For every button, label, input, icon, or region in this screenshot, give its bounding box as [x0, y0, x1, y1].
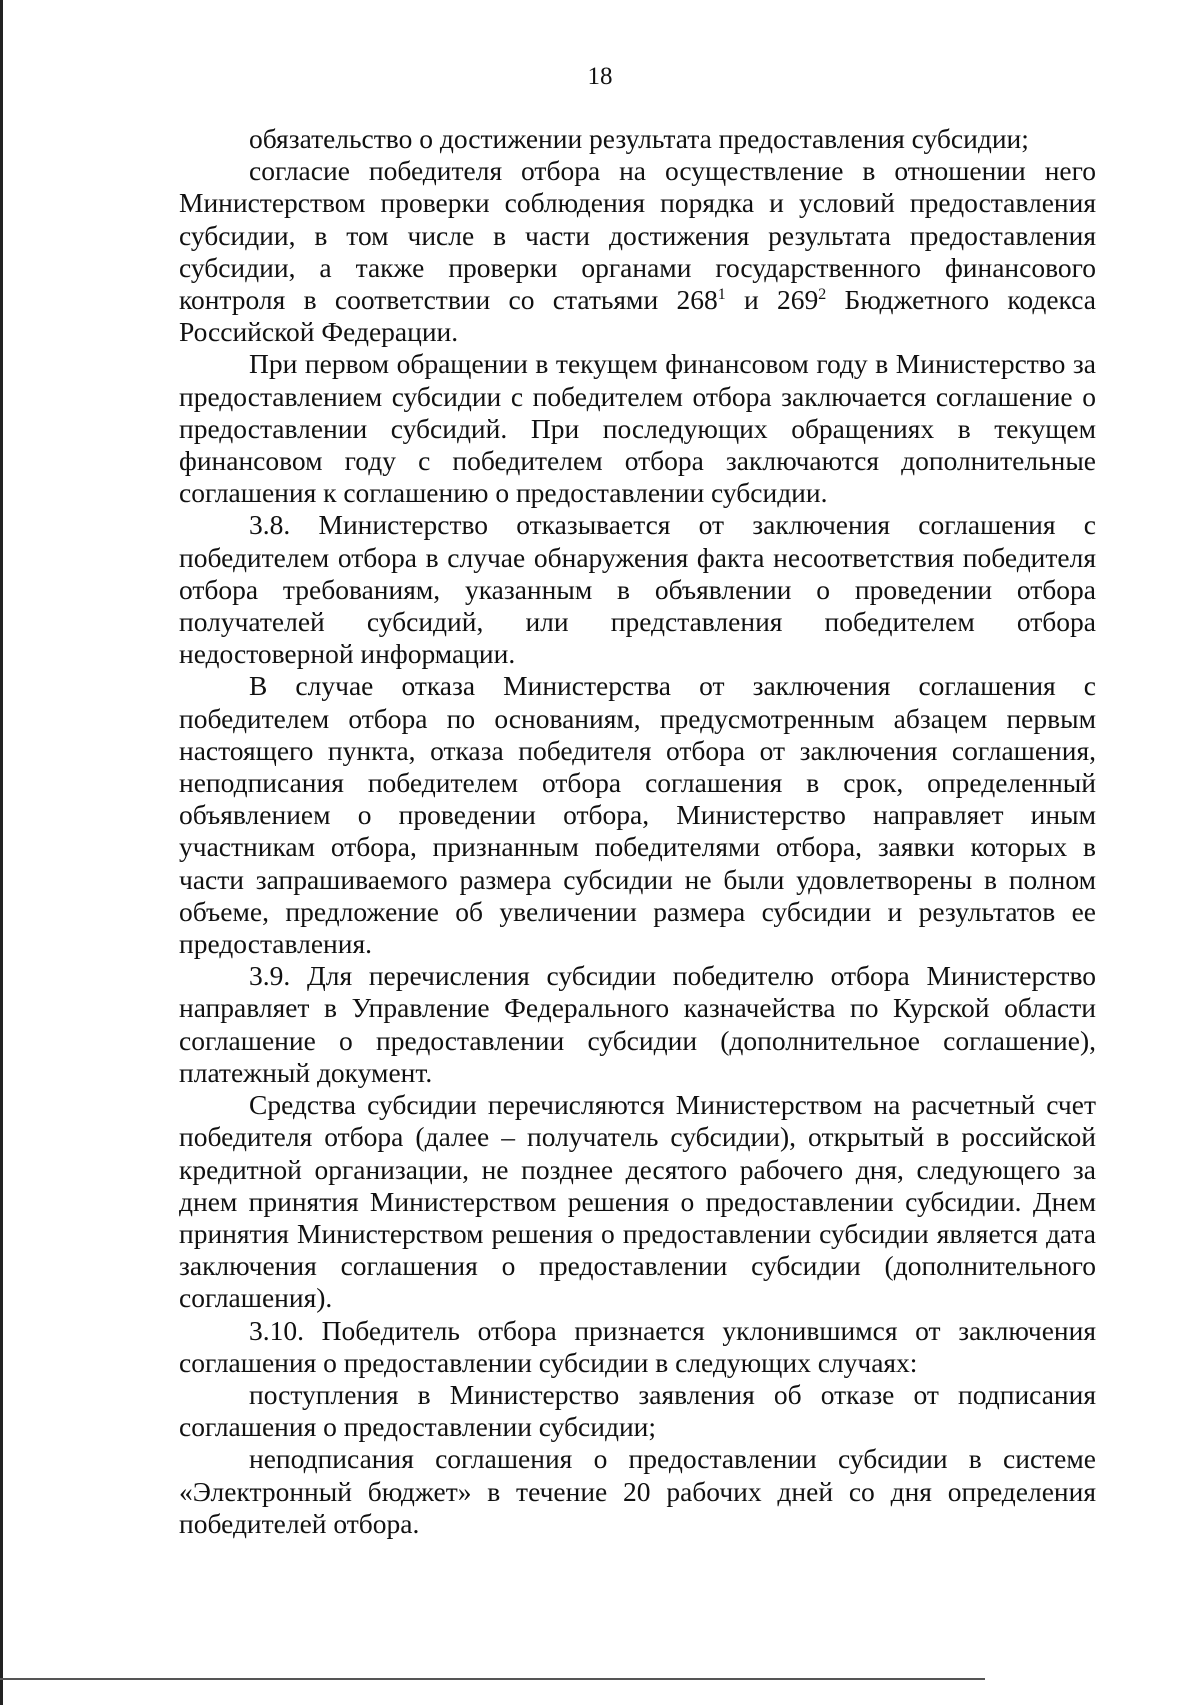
paragraph-first-appeal: При первом обращении в текущем финансовом году в Министерство за предоставлением субсидии с победителем отбора заключается соглашение о предоставлении субсидий. При последующих обращениях в текущем финансовом году с победителем отбора заключаются дополнительные соглашения к соглашению о предоставлении субсидии. [179, 348, 1096, 509]
paragraph-transfer-funds: Средства субсидии перечисляются Министерством на расчетный счет победителя отбора (далее – получатель субсидии), открытый в российской кредитной организации, не позднее десятого рабочего дня, следующего за днем принятия Министерством решения о предоставлении субсидии. Днем принятия Министерством решения о предоставлении субсидии является дата заключения соглашения о предоставлении субсидии (дополнительного соглашения). [179, 1089, 1096, 1314]
paragraph-case-refusal-statement: поступления в Министерство заявления об отказе от подписания соглашения о предоставлении субсидии; [179, 1378, 1096, 1443]
scan-border-bottom [0, 1678, 985, 1680]
consent-text-start: согласие победителя отбора на осуществление в отношении него Министерством проверки соблюдения порядка и условий предоставления субсидии, в том числе в части достижения результата предоставления субсидии, а также проверки органами государственного финансового контроля в соответствии со статьями 268 [179, 155, 1096, 316]
paragraph-obligation: обязательство о достижении результата предоставления субсидии; [249, 123, 1029, 154]
scan-border-left [0, 0, 3, 1705]
paragraph-3-9: 3.9. Для перечисления субсидии победителю отбора Министерство направляет в Управление Федерального казначейства по Курской области соглашение о предоставлении субсидии (дополнительное соглашение), платежный документ. [179, 960, 1096, 1088]
superscript-269: 2 [818, 285, 827, 303]
paragraph-consent [179, 155, 1096, 348]
document-body [179, 123, 1096, 1540]
paragraph-case-not-signed: неподписания соглашения о предоставлении субсидии в системе «Электронный бюджет» в течение 20 рабочих дней со дня определения победителей отбора. [179, 1443, 1096, 1539]
paragraph-refusal-case: В случае отказа Министерства от заключения соглашения с победителем отбора по основаниям, предусмотренным абзацем первым настоящего пункта, отказа победителя отбора от заключения соглашения, неподписания победителем отбора соглашения в срок, определенный объявлением о проведении отбора, Министерство направляет иным участникам отбора, признанным победителями отбора, заявки которых в части запрашиваемого размера субсидии не были удовлетворены в полном объеме, предложение об увеличении размера субсидии и результатов ее предоставления. [179, 670, 1096, 960]
consent-text-end: Бюджетного кодекса Российской Федерации. [179, 284, 1096, 348]
paragraph-3-10: 3.10. Победитель отбора признается уклонившимся от заключения соглашения о предоставлении субсидии в следующих случаях: [179, 1314, 1096, 1378]
page-number: 18 [587, 63, 613, 90]
superscript-268: 1 [717, 285, 726, 303]
consent-text-middle: и 269 [725, 284, 819, 316]
paragraph-3-8: 3.8. Министерство отказывается от заключения соглашения с победителем отбора в случае обнаружения факта несоответствия победителя отбора требованиям, указанным в объявлении о проведении отбора получателей субсидий, или представления победителем отбора недостоверной информации. [179, 509, 1096, 670]
